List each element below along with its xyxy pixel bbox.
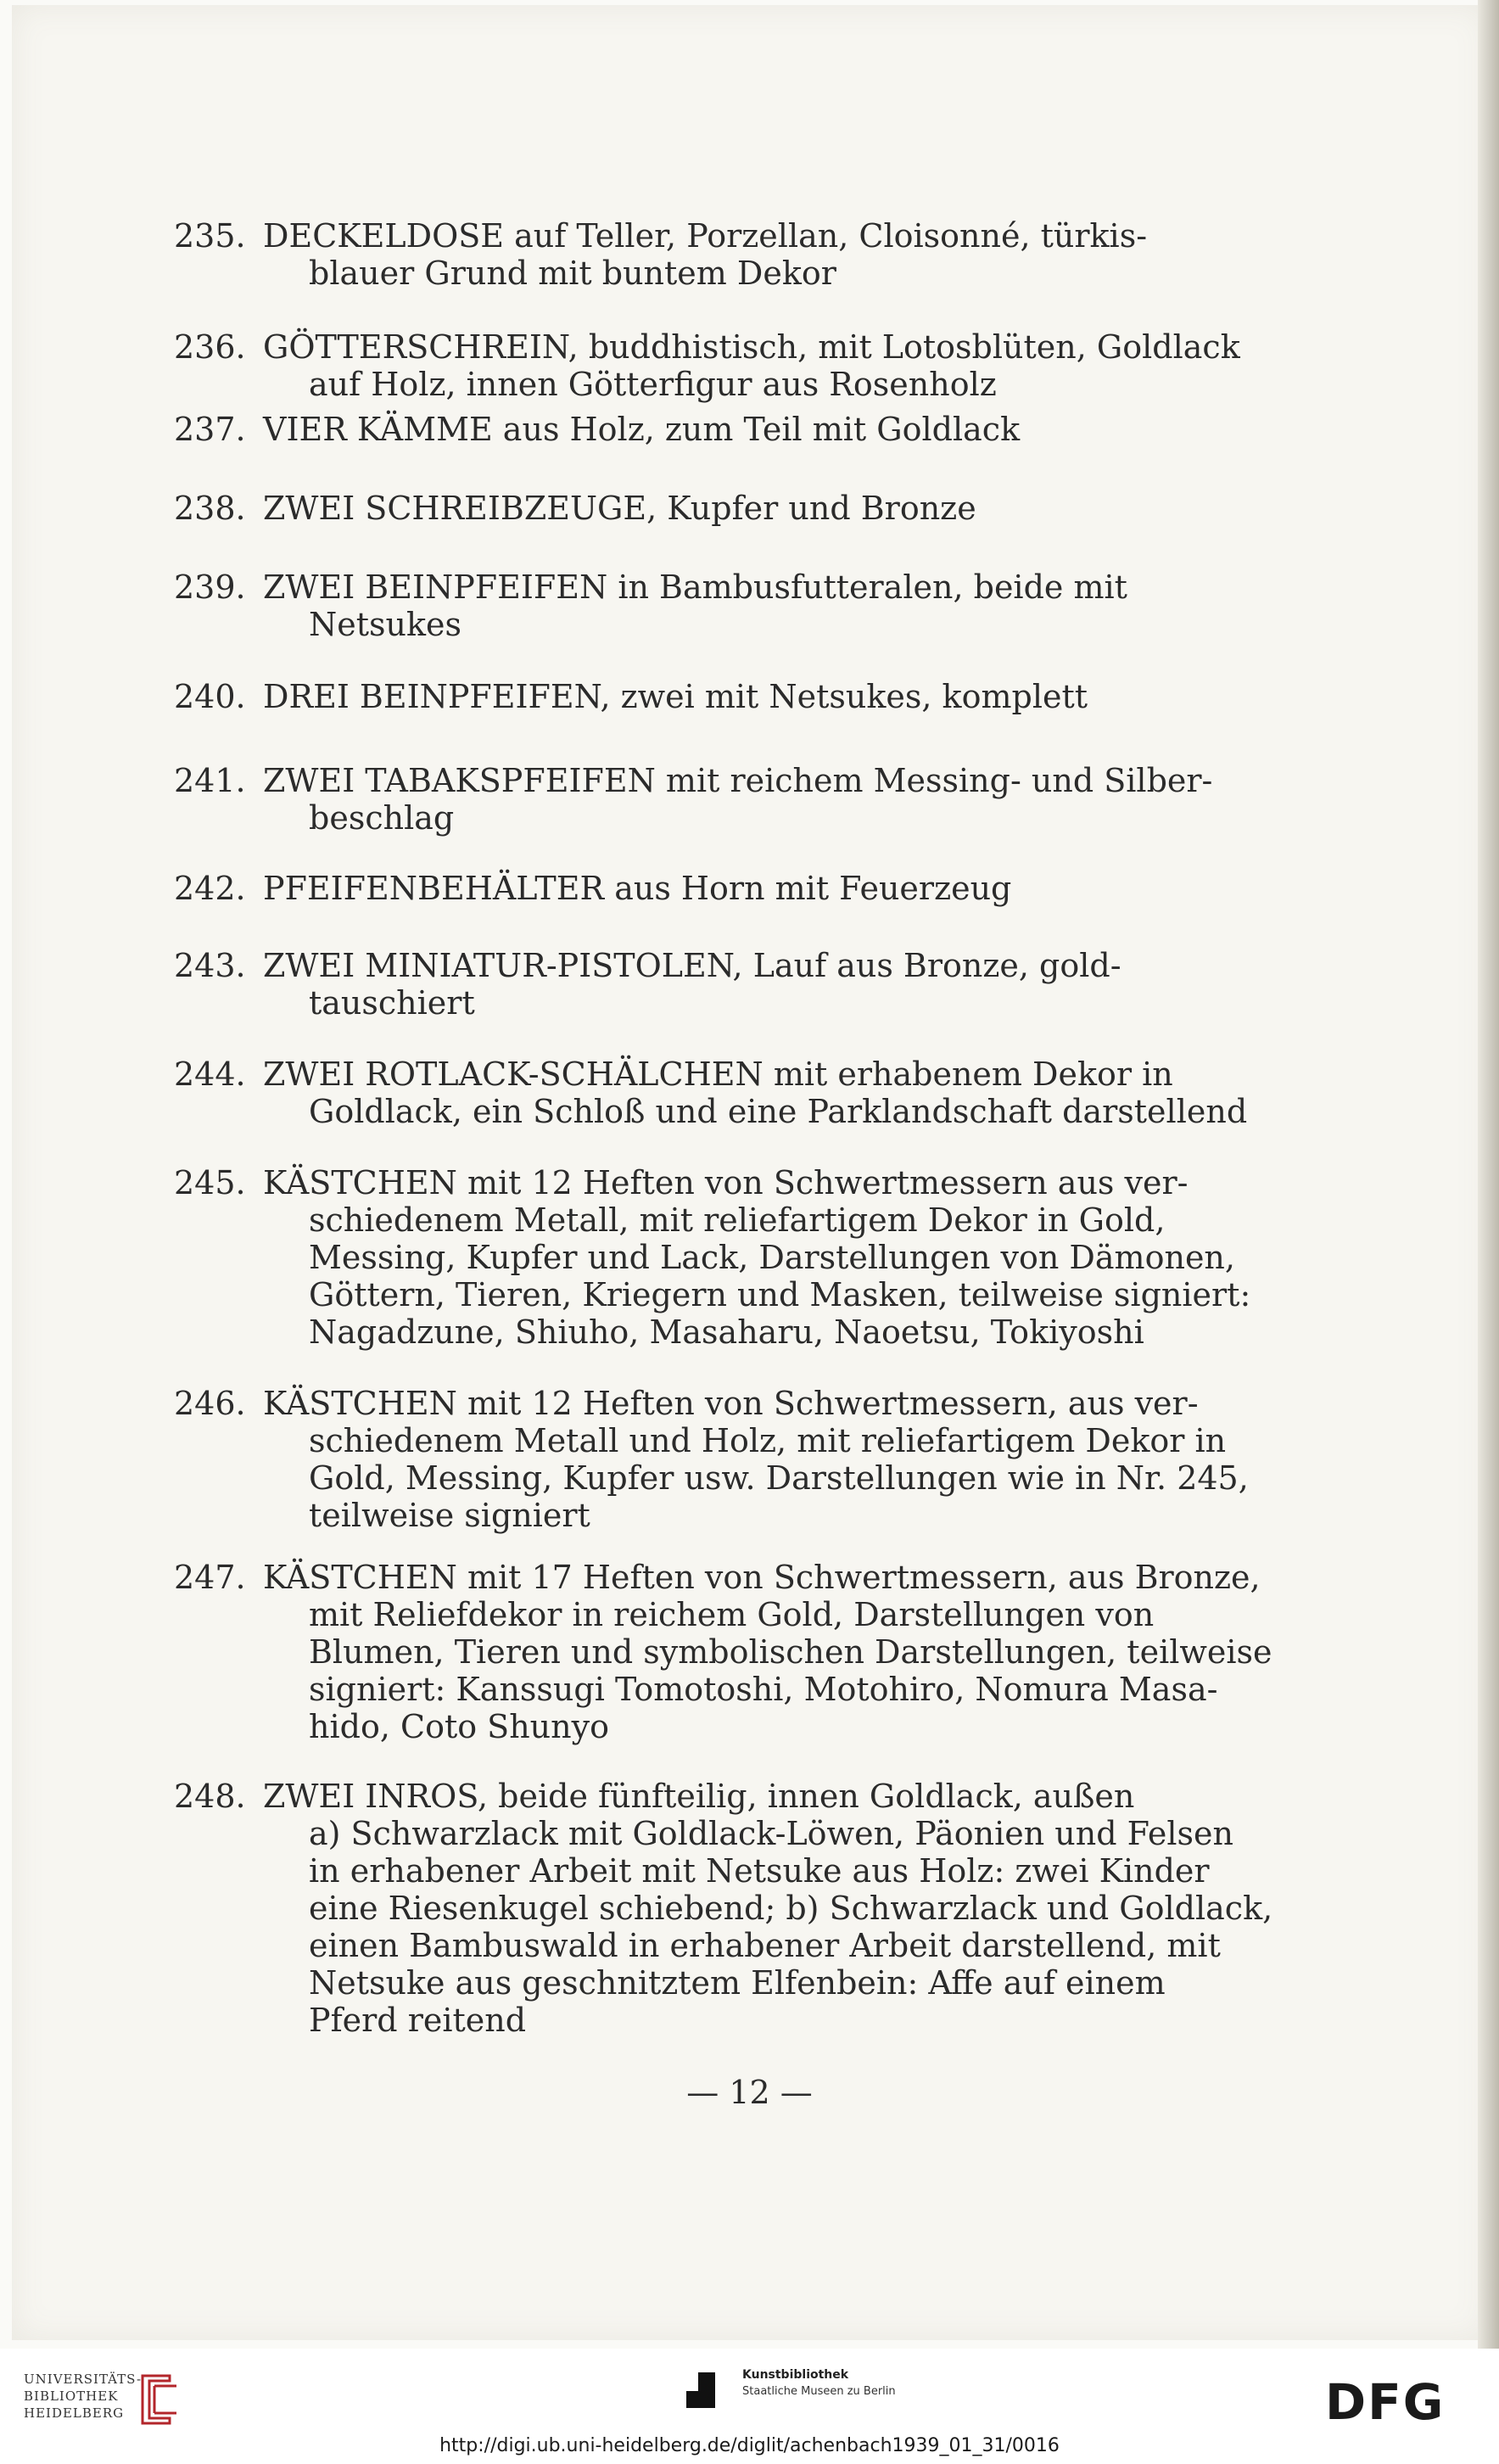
catalog-entry	[174, 490, 1345, 527]
kunstbibliothek-emblem-icon	[683, 2367, 734, 2418]
entry-line: Pferd reitend	[309, 2002, 527, 2039]
entry-description	[263, 870, 1345, 907]
entry-number: 246.	[174, 1385, 246, 1422]
entry-line: Goldlack, ein Schloß und eine Parklandschaft darstellend	[309, 1093, 1248, 1130]
entry-line: mit Reliefdekor in reichem Gold, Darstellungen von	[309, 1596, 1155, 1633]
entry-line: hido, Coto Shunyo	[309, 1708, 609, 1745]
entry-line: KÄSTCHEN mit 17 Heften von Schwertmessern, aus Bronze,	[263, 1559, 1261, 1596]
catalog-entry	[174, 1056, 1345, 1130]
entry-line: Netsuke aus geschnitztem Elfenbein: Affe auf einem	[309, 1964, 1166, 2002]
entry-number: 244.	[174, 1056, 246, 1093]
entry-description	[263, 217, 1345, 292]
entry-line: teilweise signiert	[309, 1497, 590, 1534]
entry-line: PFEIFENBEHÄLTER aus Horn mit Feuerzeug	[263, 870, 1012, 907]
university-logo-line: BIBLIOTHEK	[24, 2388, 119, 2404]
entry-line: ZWEI BEINPFEIFEN in Bambusfutteralen, beide mit	[263, 568, 1127, 606]
library-emblem-icon	[136, 2372, 183, 2427]
entry-description	[263, 1778, 1345, 2039]
entry-line: a) Schwarzlack mit Goldlack-Löwen, Päonien und Felsen	[309, 1815, 1234, 1852]
entry-line: Netsukes	[309, 606, 461, 643]
entry-line: Gold, Messing, Kupfer usw. Darstellungen wie in Nr. 245,	[309, 1459, 1249, 1497]
catalog-entry	[174, 678, 1345, 715]
entry-line: einen Bambuswald in erhabener Arbeit darstellend, mit	[309, 1927, 1221, 1964]
entry-line: in erhabener Arbeit mit Netsuke aus Holz: zwei Kinder	[309, 1852, 1210, 1890]
entry-number: 240.	[174, 678, 246, 715]
catalog-entry	[174, 1385, 1345, 1534]
entry-line: schiedenem Metall und Holz, mit reliefartigem Dekor in	[309, 1422, 1227, 1459]
catalog-entry	[174, 762, 1345, 837]
entry-line: ZWEI TABAKSPFEIFEN mit reichem Messing- und Silber-	[263, 762, 1213, 799]
catalog-entry	[174, 328, 1345, 403]
source-url[interactable]: http://digi.ub.uni-heidelberg.de/diglit/achenbach1939_01_31/0016	[439, 2435, 1060, 2456]
entry-line: signiert: Kanssugi Tomotoshi, Motohiro, Nomura Masa-	[309, 1671, 1218, 1708]
entry-line: schiedenem Metall, mit reliefartigem Dekor in Gold,	[309, 1201, 1166, 1239]
entry-line: blauer Grund mit buntem Dekor	[309, 255, 836, 292]
entry-description	[263, 1056, 1345, 1130]
entry-description	[263, 1559, 1345, 1745]
catalog-entry	[174, 1778, 1345, 2039]
entry-number: 243.	[174, 947, 246, 984]
entry-number: 236.	[174, 328, 246, 366]
catalog-entry	[174, 217, 1345, 292]
entry-line: ZWEI MINIATUR-PISTOLEN, Lauf aus Bronze, gold-	[263, 947, 1121, 984]
page-number: — 12 —	[686, 2074, 813, 2111]
entry-description	[263, 762, 1345, 837]
entry-description	[263, 1164, 1345, 1351]
entry-description	[263, 328, 1345, 403]
entry-number: 241.	[174, 762, 246, 799]
entry-line: Nagadzune, Shiuho, Masaharu, Naoetsu, Tokiyoshi	[309, 1313, 1144, 1351]
entry-number: 245.	[174, 1164, 246, 1201]
catalog-entry	[174, 568, 1345, 643]
entry-line: GÖTTERSCHREIN, buddhistisch, mit Lotosblüten, Goldlack	[263, 328, 1240, 366]
kunstbibliothek-name: Kunstbibliothek	[742, 2368, 849, 2382]
entry-line: DECKELDOSE auf Teller, Porzellan, Cloisonné, türkis-	[263, 217, 1148, 255]
entry-number: 242.	[174, 870, 246, 907]
catalog-entry	[174, 870, 1345, 907]
university-logo-line: HEIDELBERG	[24, 2405, 125, 2421]
entry-number: 238.	[174, 490, 246, 527]
dfg-logo: DFG	[1325, 2373, 1446, 2431]
entry-number: 235.	[174, 217, 246, 255]
entry-description	[263, 568, 1345, 643]
entry-line: KÄSTCHEN mit 12 Heften von Schwertmessern aus ver-	[263, 1164, 1189, 1201]
entry-line: Blumen, Tieren und symbolischen Darstellungen, teilweise	[309, 1633, 1272, 1671]
catalog-entry	[174, 947, 1345, 1022]
catalog-entry	[174, 411, 1345, 448]
entry-line: ZWEI ROTLACK-SCHÄLCHEN mit erhabenem Dekor in	[263, 1056, 1173, 1093]
page-edge	[1478, 0, 1499, 2349]
entry-number: 248.	[174, 1778, 246, 1815]
entry-number: 247.	[174, 1559, 246, 1596]
entry-line: ZWEI SCHREIBZEUGE, Kupfer und Bronze	[263, 490, 976, 527]
entry-description	[263, 411, 1345, 448]
entry-line: Göttern, Tieren, Kriegern und Masken, teilweise signiert:	[309, 1276, 1251, 1313]
entry-line: auf Holz, innen Götterfigur aus Rosenholz	[309, 366, 997, 403]
entry-line: ZWEI INROS, beide fünfteilig, innen Goldlack, außen	[263, 1778, 1135, 1815]
entry-description	[263, 678, 1345, 715]
catalog-entry	[174, 1164, 1345, 1351]
entry-number: 237.	[174, 411, 246, 448]
entry-line: eine Riesenkugel schiebend; b) Schwarzlack und Goldlack,	[309, 1890, 1273, 1927]
entry-line: KÄSTCHEN mit 12 Heften von Schwertmessern, aus ver-	[263, 1385, 1199, 1422]
kunstbibliothek-subtitle: Staatliche Museen zu Berlin	[742, 2385, 896, 2398]
university-logo-line: UNIVERSITÄTS-	[24, 2372, 143, 2387]
entry-description	[263, 490, 1345, 527]
catalog-entry	[174, 1559, 1345, 1745]
entry-line: DREI BEINPFEIFEN, zwei mit Netsukes, komplett	[263, 678, 1088, 715]
entry-number: 239.	[174, 568, 246, 606]
entry-description	[263, 947, 1345, 1022]
kunstbibliothek-logo	[683, 2367, 971, 2427]
entry-line: beschlag	[309, 799, 455, 837]
entry-description	[263, 1385, 1345, 1534]
entry-line: VIER KÄMME aus Holz, zum Teil mit Goldlack	[263, 411, 1021, 448]
university-library-logo	[24, 2372, 185, 2435]
entry-line: Messing, Kupfer und Lack, Darstellungen von Dämonen,	[309, 1239, 1235, 1276]
entry-line: tauschiert	[309, 984, 475, 1022]
